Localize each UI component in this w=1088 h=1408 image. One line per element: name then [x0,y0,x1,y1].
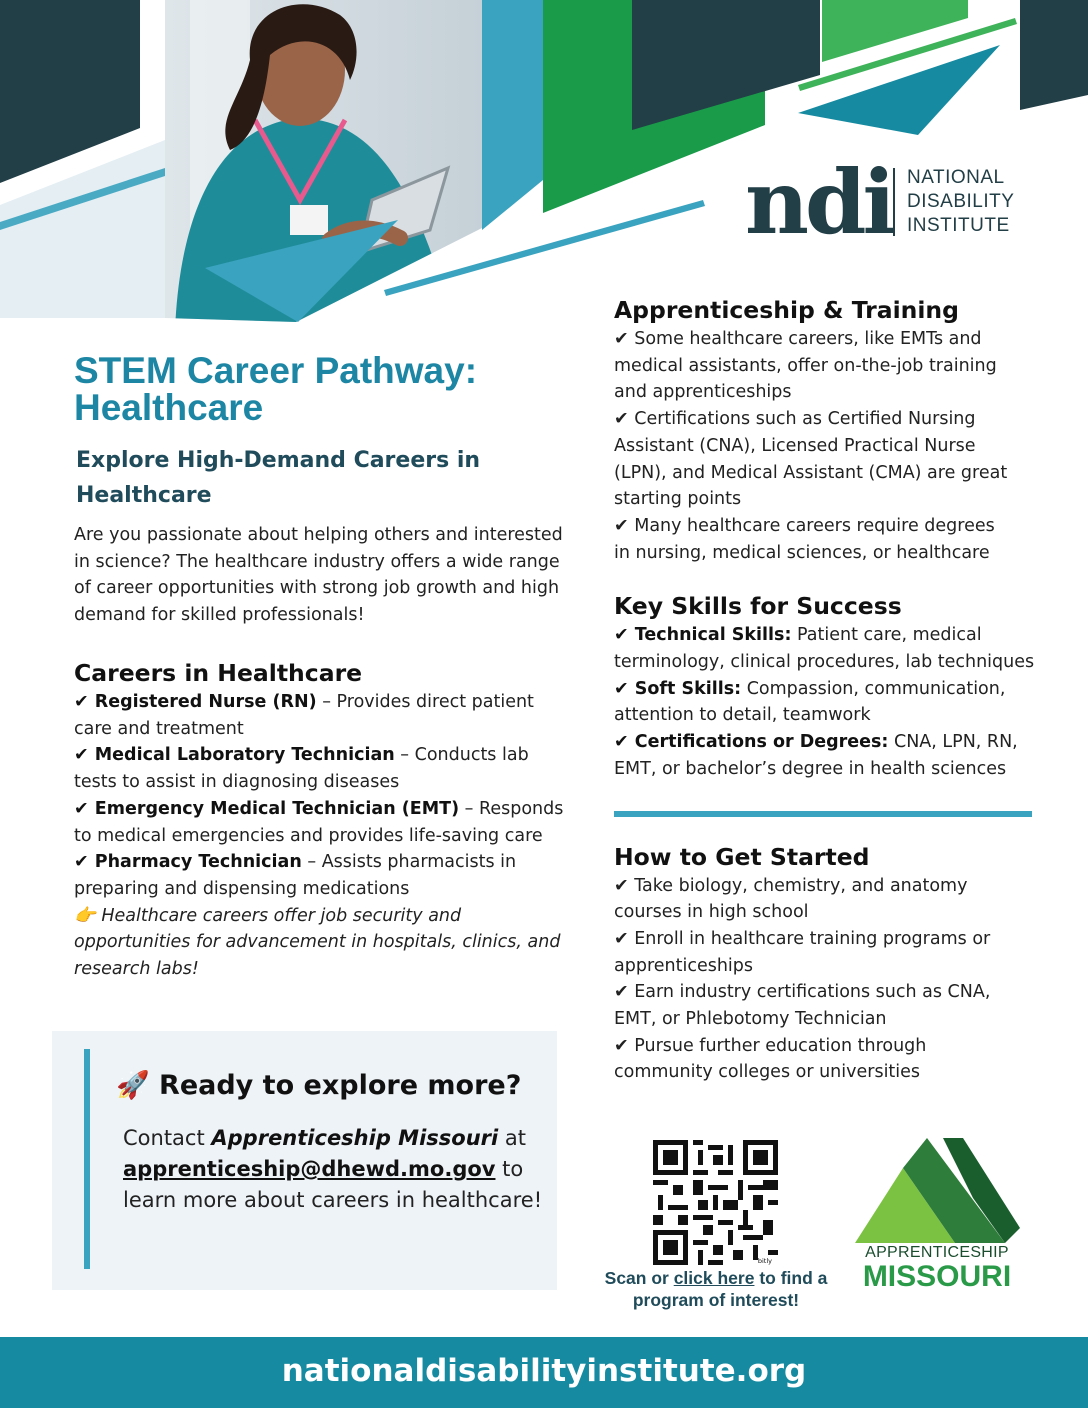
get-started-list [614,873,1036,1087]
careers-list [74,689,574,903]
apprenticeship-missouri-logo [855,1138,1020,1243]
qr-code[interactable] [653,1140,778,1265]
career-desc: – Responds to medical emergencies and provides life-saving care [74,798,564,846]
logo-line: INSTITUTE [907,215,1010,236]
logo-line: NATIONAL [907,167,1005,188]
list-line: and apprenticeships [614,382,792,403]
cta-box [52,1031,557,1290]
click-here-link[interactable]: click here [673,1268,755,1288]
check-icon: ✔ [74,852,95,873]
partner-logo-line1: APPRENTICESHIP [865,1244,1009,1261]
list-item [614,622,1036,649]
list-line: attention to detail, teamwork [614,705,871,726]
apprenticeship-list [614,326,1036,566]
right-column [614,294,1036,1110]
apprenticeship-heading: Apprenticeship & Training [614,296,959,324]
qr-mini-label: bitly [757,1257,772,1265]
list-line: ✔ Some healthcare careers, like EMTs and [614,329,982,349]
section-divider [614,811,1032,817]
skill-label: Technical Skills: [634,625,792,646]
career-name: Emergency Medical Technician (EMT) [94,798,460,819]
list-line: ✔ Many healthcare careers require degrees [614,515,995,536]
career-desc: – Conducts lab tests to assist in diagnosing diseases [74,745,529,793]
cta-prefix: Contact [123,1126,212,1150]
list-line: courses in high school [614,902,809,923]
list-item [74,742,574,795]
career-tip [74,903,574,983]
skills-heading: Key Skills for Success [614,592,902,621]
pointing-hand-icon: 👉 [74,905,96,926]
apprenticeship-section [614,294,1036,566]
intro-paragraph: Are you passionate about helping others and interested in science? The healthcare industry offers a wide range of career opportunities with strong job growth and high demand for skilled professionals! [74,525,563,625]
qr-caption [596,1267,836,1311]
list-line: medical assistants, offer on-the-job training [614,355,997,376]
logo-divider [893,168,895,236]
ndi-logo-mark: ndi [745,150,892,254]
qr-caption-prefix: Scan or [604,1268,674,1288]
list-line: EMT, or bachelor’s degree in health sciences [614,758,1007,779]
logo-line: DISABILITY [907,191,1015,212]
list-item [74,689,574,742]
check-icon: ✔ [614,678,635,699]
cta-suffix: to learn more about careers in healthcare! [123,1157,543,1212]
get-started-heading: How to Get Started [614,842,870,871]
careers-section [74,657,574,983]
skills-section [614,590,1036,782]
career-name: Pharmacy Technician [94,852,302,873]
list-item [74,849,574,902]
check-icon: ✔ [614,625,635,646]
check-icon: ✔ [74,798,95,819]
career-desc: – Provides direct patient care and treatment [74,692,534,739]
website-link[interactable]: nationaldisabilityinstitute.org [281,1353,807,1389]
list-line: ✔ Earn industry certifications such as CNA, [614,982,991,1003]
footer-bar [0,1337,1088,1408]
careers-heading: Careers in Healthcare [74,659,363,687]
cta-heading [116,1069,521,1103]
check-icon: ✔ [74,692,95,712]
list-line: starting points [614,489,742,510]
list-line: apprenticeships [614,955,754,976]
career-name: Registered Nurse (RN) [94,692,317,712]
skill-text: Compassion, communication, [741,678,1006,699]
skill-text: CNA, LPN, RN, [888,732,1018,753]
list-line: EMT, or Phlebotomy Technician [614,1009,887,1030]
rocket-icon: 🚀 [116,1070,150,1101]
ndi-logo-text [907,166,1014,238]
list-line: ✔ Pursue further education through [614,1035,927,1056]
list-item [614,729,1036,756]
list-line: community colleges or universities [614,1062,921,1083]
cta-org: Apprenticeship Missouri [211,1126,499,1150]
cta-at: at [498,1126,526,1150]
cta-accent-bar [84,1049,90,1269]
partner-logo-line2: MISSOURI [862,1260,1012,1293]
career-name: Medical Laboratory Technician [94,745,395,766]
list-line: ✔ Enroll in healthcare training programs or [614,928,991,949]
list-line: ✔ Take biology, chemistry, and anatomy [614,875,968,896]
cta-text [123,1123,543,1216]
list-line: in nursing, medical sciences, or healthcare [614,542,990,563]
cta-heading-text: Ready to explore more? [159,1070,522,1101]
tip-text: Healthcare careers offer job security and opportunities for advancement in hospitals, clinics, and research labs! [74,905,561,980]
list-item [614,676,1036,703]
list-line: terminology, clinical procedures, lab techniques [614,652,1035,673]
check-icon: ✔ [614,732,635,753]
list-line: ✔ Certifications such as Certified Nursing [614,409,976,430]
list-line: Assistant (CNA), Licensed Practical Nurse [614,435,976,456]
page-subtitle: Explore High-Demand Careers in Healthcare [76,448,481,508]
email-link[interactable]: apprenticeship@dhewd.mo.gov [123,1157,496,1181]
skill-text: Patient care, medical [791,625,982,646]
skills-list [614,622,1036,782]
skill-label: Certifications or Degrees: [634,732,889,753]
list-item [74,796,574,849]
career-desc: – Assists pharmacists in preparing and dispensing medications [74,852,517,899]
list-line: (LPN), and Medical Assistant (CMA) are great [614,462,1008,483]
skill-label: Soft Skills: [634,678,742,699]
qr-caption-suffix: to find a program of interest! [632,1268,828,1310]
header-decoration [0,0,1088,330]
check-icon: ✔ [74,745,95,766]
get-started-section [614,841,1036,1087]
page-title: STEM Career Pathway: Healthcare [74,350,478,428]
